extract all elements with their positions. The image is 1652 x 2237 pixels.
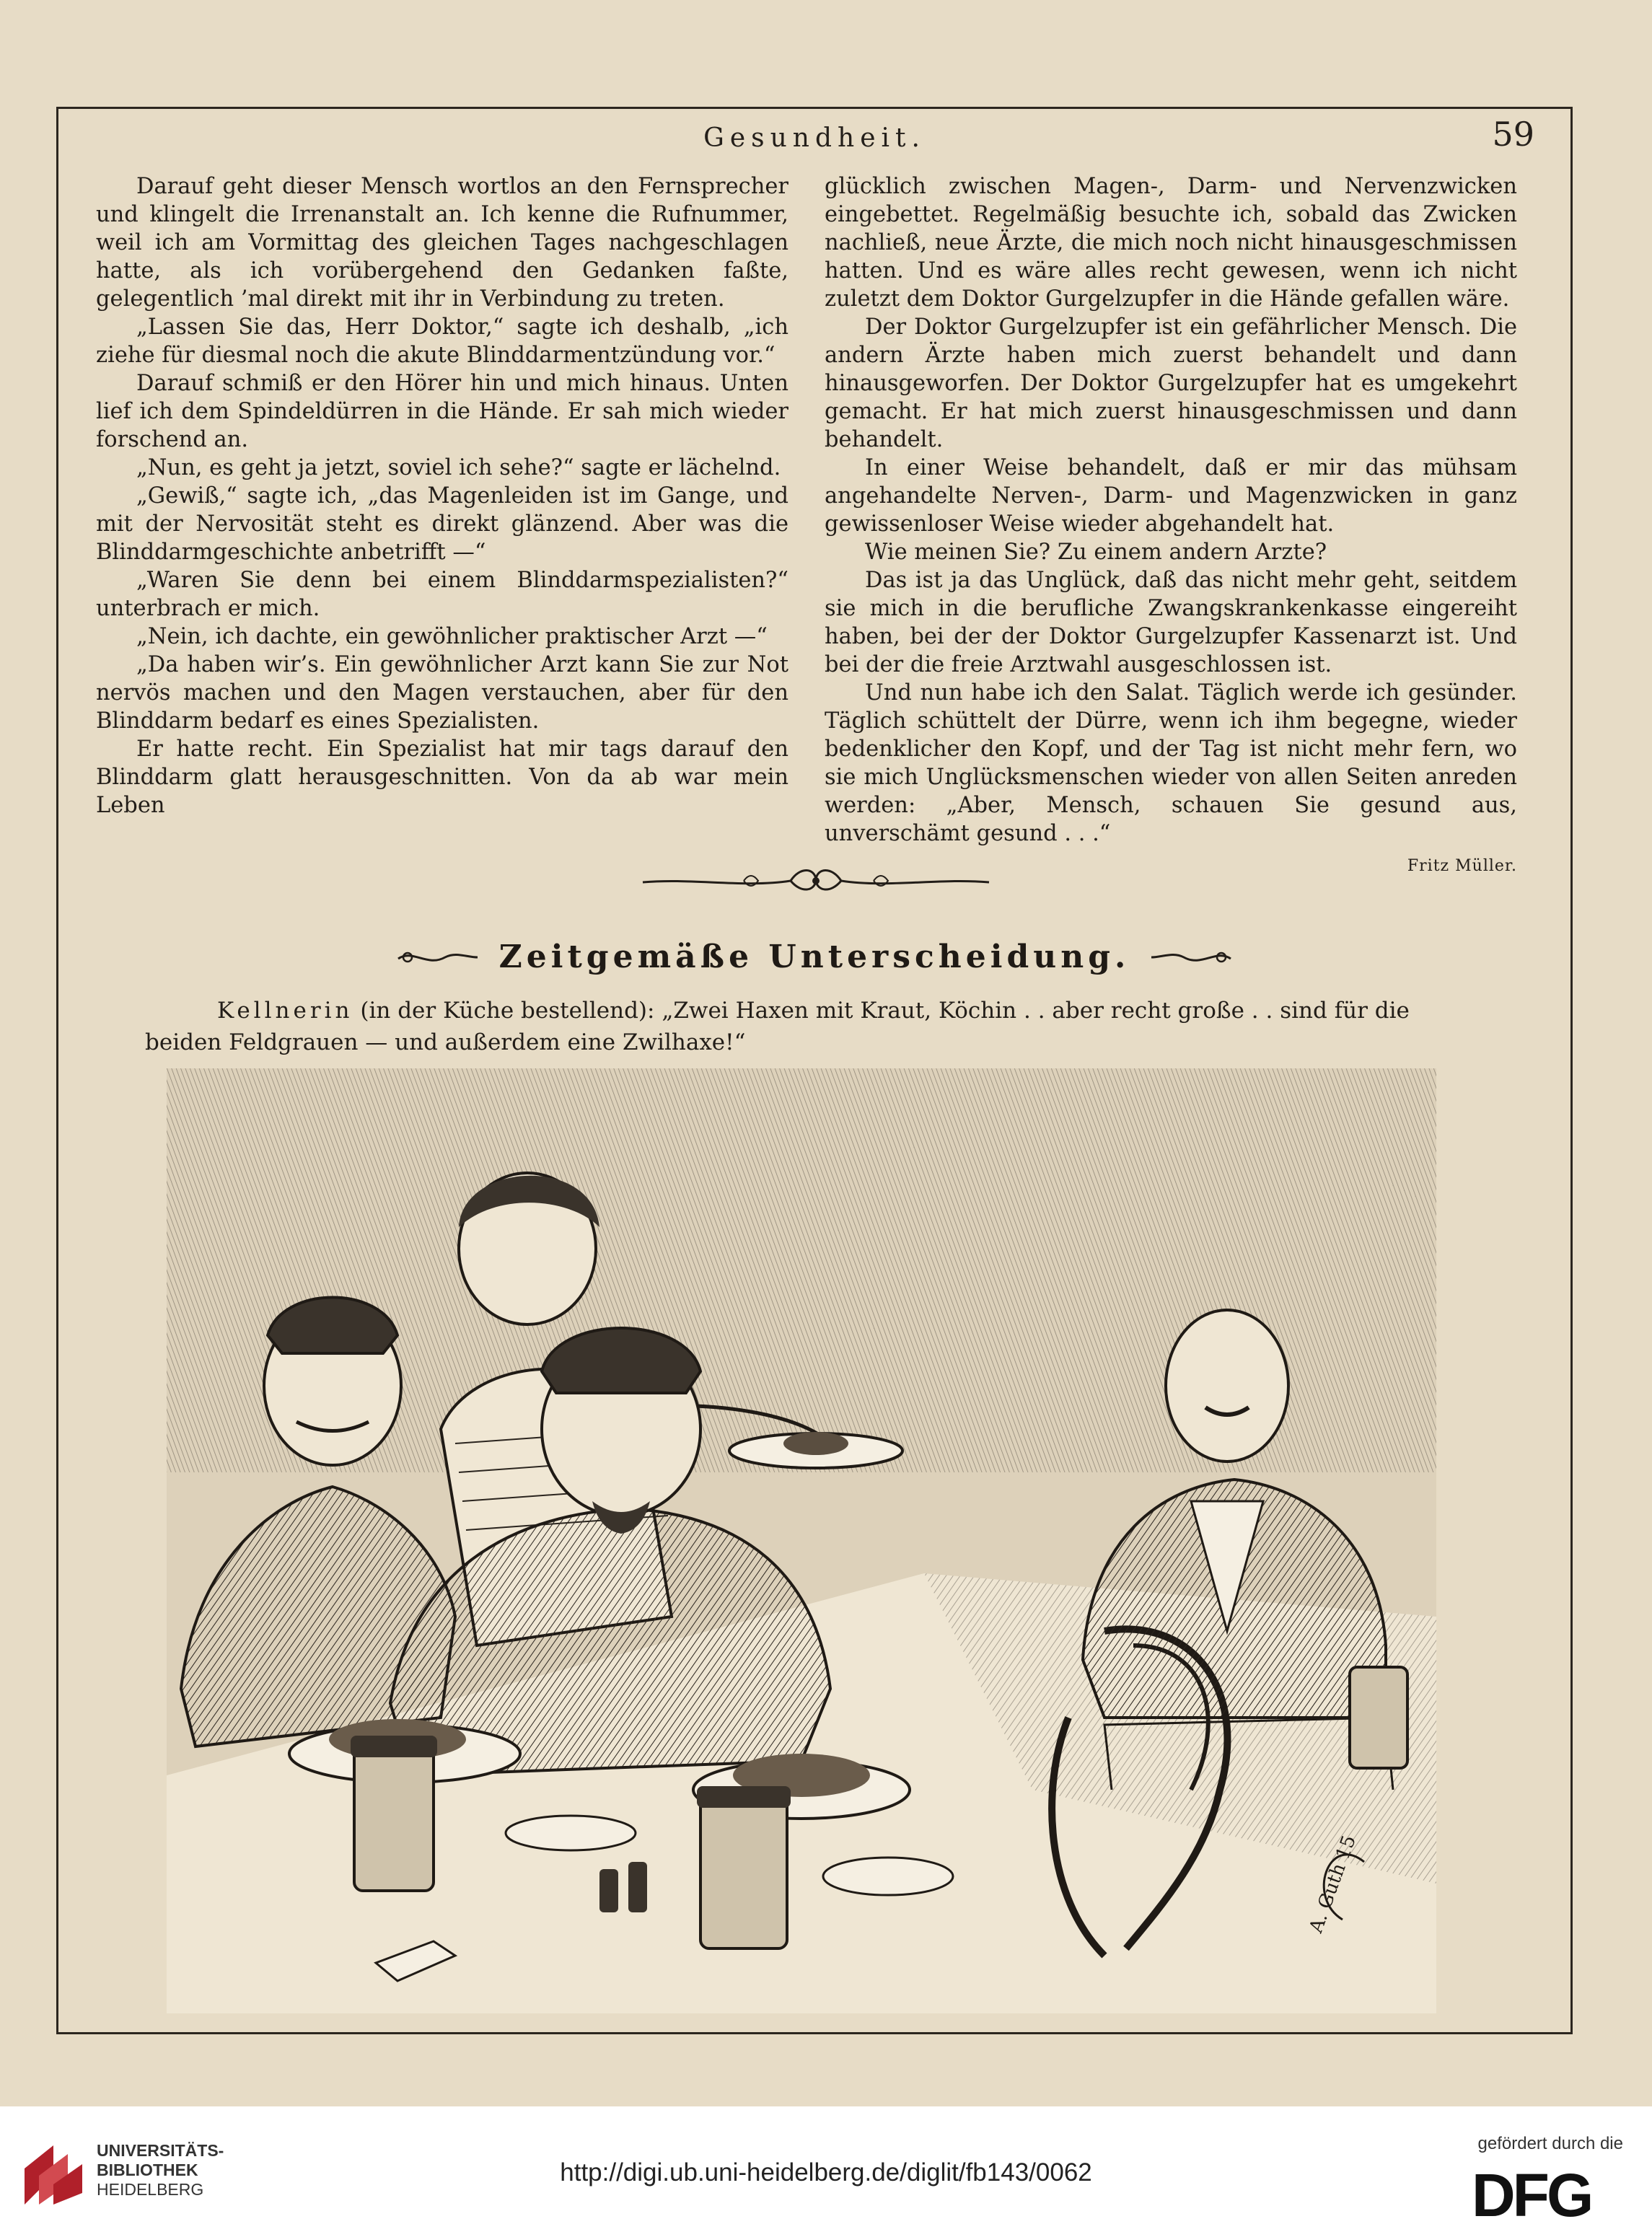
paragraph: „Da haben wir’s. Ein gewöhnlicher Arzt kann Sie zur Not nervös machen und den Magen verstauchen, aber für den Blinddarm bedarf es eines Spezialisten. bbox=[96, 652, 788, 734]
permalink-url[interactable]: http://digi.ub.uni-heidelberg.de/diglit/fb143/0062 bbox=[560, 2158, 1092, 2187]
caption-text: (in der Küche bestellend): „Zwei Haxen mit Kraut, Köchin . . aber recht große . . sind für die beiden Feldgrauen — und außerdem eine Zwilhaxe!“ bbox=[145, 998, 1410, 1055]
funded-by-label: gefördert durch die bbox=[1477, 2134, 1623, 2153]
swash-left-icon bbox=[395, 943, 481, 972]
story-column-right bbox=[825, 172, 1517, 880]
library-line: UNIVERSITÄTS- bbox=[97, 2141, 224, 2160]
page-number: 59 bbox=[1492, 115, 1534, 154]
paragraph: „Waren Sie denn bei einem Blinddarmspezialisten?“ unterbrach er mich. bbox=[96, 568, 788, 621]
paragraph: „Nun, es geht ja jetzt, soviel ich sehe?“ sagte er lächelnd. bbox=[136, 455, 781, 480]
library-line: HEIDELBERG bbox=[97, 2180, 204, 2199]
paragraph: glücklich zwischen Magen-, Darm- und Nervenzwicken eingebettet. Regelmäßig besuchte ich, sobald das Zwicken nachließ, neue Ärzte, die mich noch nicht hinausgeschmissen hatten. Und es wäre alles recht gewesen, wenn ich nicht zuletzt dem Doktor Gurgelzupfer in die Hände gefallen wäre. bbox=[825, 174, 1517, 312]
artist-signature: A. Guth 15 bbox=[1305, 1832, 1361, 1936]
cartoon-title-row bbox=[58, 939, 1570, 975]
paragraph: Und nun habe ich den Salat. Täglich werde ich gesünder. Täglich schüttelt der Dürre, wenn ich ihm begegne, wieder bedenklicher den Kopf, und der Tag ist nicht mehr fern, wo sie mich Unglücksmenschen wieder von allen Seiten anreden werden: „Aber, Mensch, schauen Sie gesund aus, unverschämt gesund . . .“ bbox=[825, 680, 1517, 846]
cartoon-title: Zeitgemäße Unterscheidung. bbox=[498, 939, 1130, 975]
dfg-logo-icon bbox=[1472, 2164, 1623, 2222]
paragraph: Das ist ja das Unglück, daß das nicht mehr geht, seitdem sie mich in die berufliche Zwangskrankenkasse eingereiht haben, bei der der Doktor Gurgelzupfer Kassenarzt ist. Und bei der die freie Arztwahl ausgeschlossen ist. bbox=[825, 568, 1517, 677]
paragraph: Der Doktor Gurgelzupfer ist ein gefährlicher Mensch. Die andern Ärzte haben mich zuerst behandelt und dann hinausgeworfen. Der Doktor Gurgelzupfer hat es umgekehrt gemacht. Er hat mich zuerst hinausgeschmissen und dann behandelt. bbox=[825, 315, 1517, 452]
swash-right-icon bbox=[1148, 943, 1234, 972]
cartoon-illustration bbox=[167, 1068, 1436, 2013]
ornament-divider-icon bbox=[636, 859, 996, 902]
caption-speaker: Kellnerin bbox=[217, 998, 353, 1024]
paragraph: Darauf geht dieser Mensch wortlos an den Fernsprecher und klingelt die Irrenanstalt an. Ich kenne die Rufnummer, weil ich am Vormittag des gleichen Tages nachgeschlagen hatte, als ich vorübergehend den Gedanken faßte, gelegentlich ’mal direkt mit ihr in Verbindung zu treten. bbox=[96, 174, 788, 312]
running-head: Gesundheit. bbox=[703, 123, 926, 153]
paragraph: Wie meinen Sie? Zu einem andern Arzte? bbox=[865, 540, 1327, 565]
paragraph: Er hatte recht. Ein Spezialist hat mir tags darauf den Blinddarm glatt herausgeschnitten. Von da ab war mein Leben bbox=[96, 737, 788, 818]
cartoon-caption bbox=[145, 995, 1487, 1058]
viewer-footer bbox=[0, 2106, 1652, 2237]
paragraph: „Lassen Sie das, Herr Doktor,“ sagte ich deshalb, „ich ziehe für diesmal noch die akute Blinddarmentzündung vor.“ bbox=[96, 315, 788, 368]
author-signature: Fritz Müller. bbox=[1407, 857, 1517, 875]
dfg-logo-text: DFG bbox=[1472, 2164, 1591, 2222]
story-column-left bbox=[96, 172, 788, 819]
paragraph: In einer Weise behandelt, daß er mir das mühsam angehandelte Nerven-, Darm- und Magenzwicken in ganz gewissenloser Weise wieder abgehandelt hat. bbox=[825, 455, 1517, 537]
page-frame bbox=[56, 107, 1573, 2034]
library-line: BIBLIOTHEK bbox=[97, 2161, 198, 2179]
paragraph: Darauf schmiß er den Hörer hin und mich hinaus. Unten lief ich dem Spindeldürren in die Hände. Er sah mich wieder forschend an. bbox=[96, 371, 788, 452]
paragraph: „Nein, ich dachte, ein gewöhnlicher praktischer Arzt —“ bbox=[136, 624, 768, 649]
paragraph: „Gewiß,“ sagte ich, „das Magenleiden ist im Gange, und mit der Nervosität steht es direkt glänzend. Aber was die Blinddarmgeschichte anbetrifft —“ bbox=[96, 483, 788, 565]
